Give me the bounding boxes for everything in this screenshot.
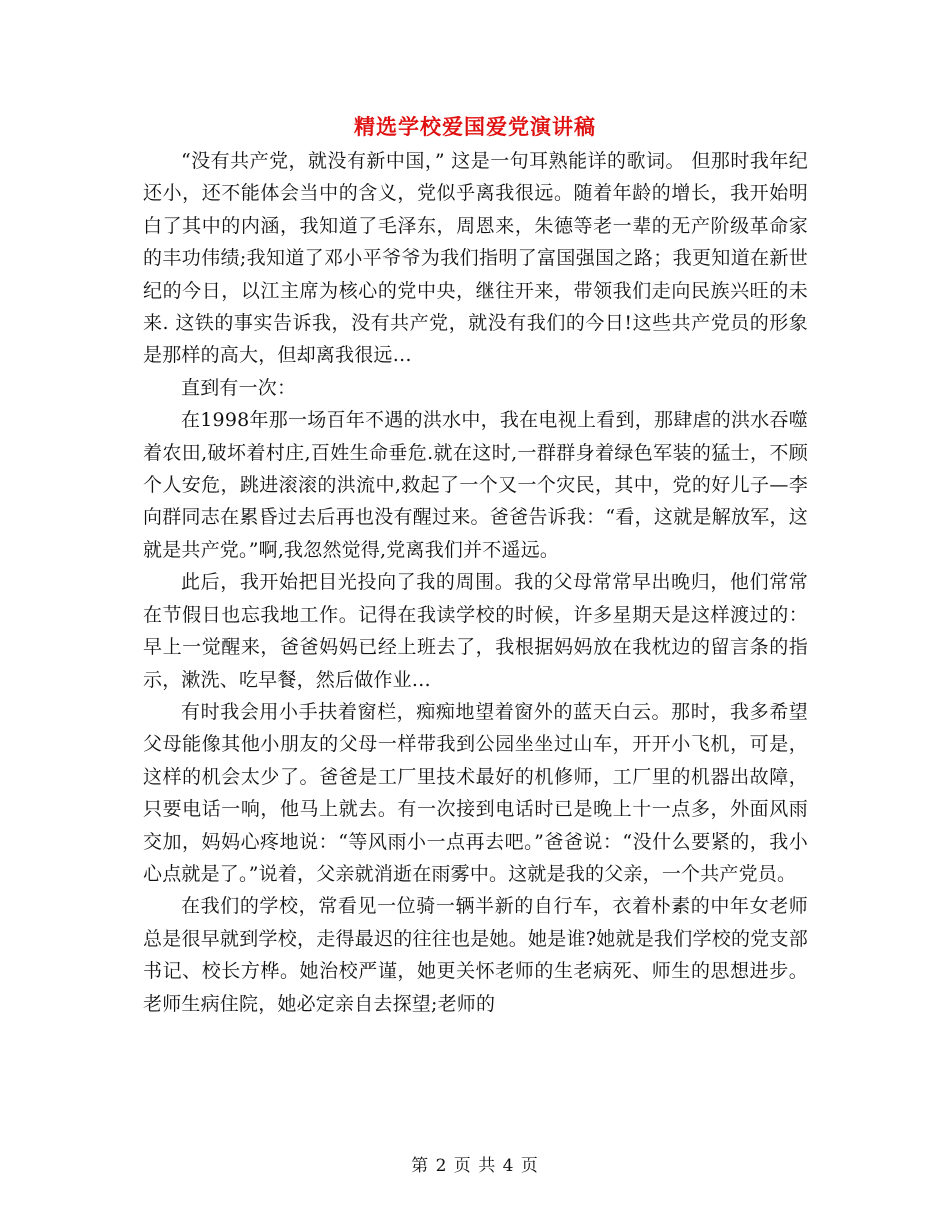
paragraph-2: 直到有一次： [181,376,297,399]
paragraph-3: 在1998年那一场百年不遇的洪水中，我在电视上看到，那肆虐的洪水吞噬着农田,破坏着村庄,百姓生命垂危.就在这时,一群群身着绿色军装的猛士，不顾个人安危，跳进滚滚的洪流中,救起了一个又一个灾民，其中，党的好儿子—李向群同志在累昏过去后再也没有醒过来。爸爸告诉我：“看，这就是解放军，这就是共产党。”啊,我忽然觉得,党离我们并不遥远。 [143,409,808,561]
paragraph-1: “没有共产党，就没有新中国，” 这是一句耳熟能详的歌词。 但那时我年纪还小，还不能体会当中的含义，党似乎离我很远。随着年龄的增长，我开始明白了其中的内涵，我知道了毛泽东，周恩来，朱德等老一辈的无产阶级革命家的丰功伟绩;我知道了邓小平爷爷为我们指明了富国强国之路；我更知道在新世纪的今日，以江主席为核心的党中央，继往开来，带领我们走向民族兴旺的未来. 这铁的事实告诉我，没有共产党，就没有我们的今日!这些共产党员的形象是那样的高大，但却离我很远… [143,150,808,367]
paragraph-6: 在我们的学校，常看见一位骑一辆半新的自行车，衣着朴素的中年女老师总是很早就到学校，走得最迟的往往也是她。她是谁?她就是我们学校的党支部书记、校长方桦。她治校严谨，她更关怀老师的生老病死、师生的思想进步。老师生病住院，她必定亲自去探望;老师的 [143,895,808,1015]
page-title: 精选学校爱国爱党演讲稿 [354,115,596,139]
paragraph-5: 有时我会用小手扶着窗栏，痴痴地望着窗外的蓝天白云。那时，我多希望父母能像其他小朋友的父母一样带我到公园坐坐过山车，开开小飞机，可是，这样的机会太少了。爸爸是工厂里技术最好的机修师，工厂里的机器出故障，只要电话一响，他马上就去。有一次接到电话时已是晚上十一点多，外面风雨交加，妈妈心疼地说：“等风雨小一点再去吧。”爸爸说：“没什么要紧的，我小心点就是了。”说着，父亲就消逝在雨雾中。这就是我的父亲，一个共产党员。 [143,700,808,885]
body-text [143,145,808,1020]
page-footer: 第 2 页 共 4 页 [411,1156,539,1176]
paragraph-4: 此后，我开始把目光投向了我的周围。我的父母常常早出晚归，他们常常在节假日也忘我地工作。记得在我读学校的时候，许多星期天是这样渡过的：早上一觉醒来，爸爸妈妈已经上班去了，我根据妈妈放在我枕边的留言条的指示，漱洗、吃早餐，然后做作业… [143,571,808,691]
